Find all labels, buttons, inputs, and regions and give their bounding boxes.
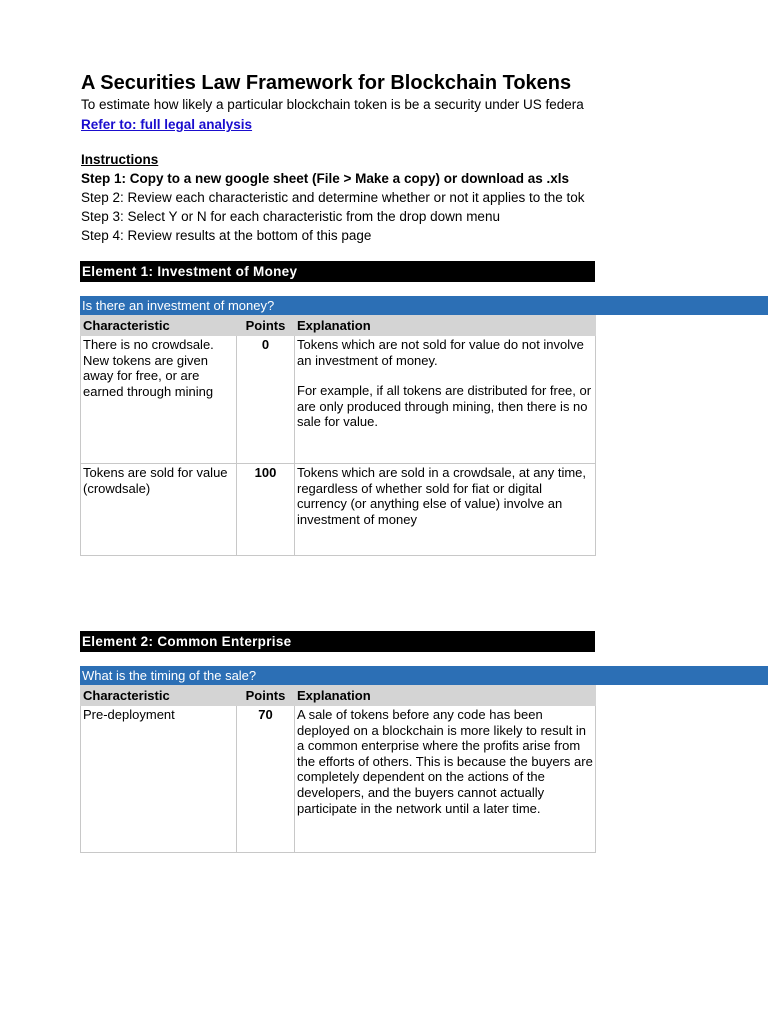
table-row [81, 336, 596, 464]
points-cell: 100 [237, 464, 295, 556]
explanation-cell [295, 336, 596, 464]
column-header-points: Points [237, 316, 295, 336]
instruction-step-2: Step 2: Review each characteristic and determine whether or not it applies to the tok [81, 190, 585, 205]
explanation-text: Tokens which are not sold for value do not involve an investment of money. [297, 337, 584, 368]
table-header-row [81, 686, 596, 706]
element-2-table [80, 685, 596, 853]
column-header-characteristic: Characteristic [81, 316, 237, 336]
instruction-step-1: Step 1: Copy to a new google sheet (File > Make a copy) or download as .xls [81, 171, 569, 186]
table-row [81, 706, 596, 853]
instruction-step-3: Step 3: Select Y or N for each characteristic from the drop down menu [81, 209, 500, 224]
element-2-header: Element 2: Common Enterprise [80, 631, 595, 652]
instruction-step-4: Step 4: Review results at the bottom of this page [81, 228, 372, 243]
column-header-explanation: Explanation [295, 316, 596, 336]
characteristic-cell: There is no crowdsale. New tokens are given away for free, or are earned through mining [81, 336, 237, 464]
column-header-characteristic: Characteristic [81, 686, 237, 706]
element-1-question: Is there an investment of money? [80, 296, 768, 315]
page-title: A Securities Law Framework for Blockchain Tokens [81, 72, 572, 94]
explanation-text: A sale of tokens before any code has been deployed on a blockchain is more likely to result in a common enterprise where the profits arise from the efforts of others. This is because the buyers are completely dependent on the actions of the developers, and the buyers cannot actually participate in the network until a later time. [297, 707, 593, 816]
characteristic-cell: Pre-deployment [81, 706, 237, 853]
explanation-cell [295, 706, 596, 853]
column-header-explanation: Explanation [295, 686, 596, 706]
page-subtitle: To estimate how likely a particular blockchain token is be a security under US federa [81, 97, 584, 112]
element-2-question: What is the timing of the sale? [80, 666, 768, 685]
legal-analysis-link[interactable]: Refer to: full legal analysis [81, 117, 253, 132]
points-cell: 0 [237, 336, 295, 464]
characteristic-cell: Tokens are sold for value (crowdsale) [81, 464, 237, 556]
explanation-text: For example, if all tokens are distributed for free, or are only produced through mining, then there is no sale for value. [297, 383, 592, 430]
element-1-table [80, 315, 596, 556]
table-row [81, 464, 596, 556]
explanation-text: Tokens which are sold in a crowdsale, at any time, regardless of whether sold for fiat or digital currency (or anything else of value) involve an investment of money [297, 465, 587, 527]
explanation-cell [295, 464, 596, 556]
points-cell: 70 [237, 706, 295, 853]
element-1-header: Element 1: Investment of Money [80, 261, 595, 282]
table-header-row [81, 316, 596, 336]
column-header-points: Points [237, 686, 295, 706]
instructions-heading: Instructions [81, 152, 159, 167]
